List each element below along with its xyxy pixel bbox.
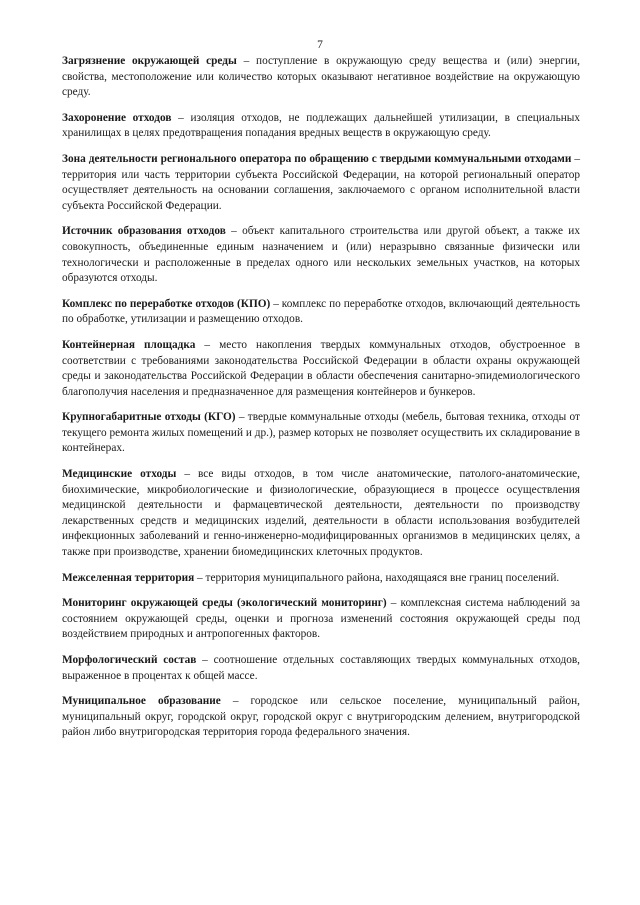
glossary-entry-waste-source <box>62 224 580 286</box>
glossary-entry-waste-burial <box>62 111 580 142</box>
entry-term: Зона деятельности регионального оператора по обращению с твердыми коммунальными отходами <box>62 152 572 165</box>
entry-term: Загрязнение окружающей среды <box>62 55 237 67</box>
entry-term: Комплекс по переработке отходов (КПО) <box>62 297 271 310</box>
entry-definition: – городское или сельское поселение, муниципальный район, муниципальный округ, городской округ, городской округ с внутригородским делением, внутригородской район либо внутригородская территория города федерального значения. <box>62 695 580 739</box>
glossary-content <box>62 54 580 751</box>
entry-term: Медицинские отходы <box>62 468 177 481</box>
glossary-entry-processing-complex <box>62 297 580 328</box>
entry-term: Мониторинг окружающей среды (экологический мониторинг) <box>62 597 387 610</box>
entry-definition: – территория или часть территории субъекта Российской Федерации, на которой региональный оператор осуществляет деятельность на основании соглашения, заключаемого с органом исполнительной власти субъекта Российской Федерации. <box>62 152 580 212</box>
entry-definition: – территория муниципального района, находящаяся вне границ поселений. <box>194 571 560 584</box>
entry-term: Межселенная территория <box>62 571 195 584</box>
entry-definition: – место накопления твердых коммунальных отходов, обустроенное в соответствии с требованиями законодательства Российской Федерации в области охраны окружающей среды и законодательства Российской Федерации в области обеспечения санитарно-эпидемиологического благополучия населения и предназначенное для размещения контейнеров и бункеров. <box>62 338 580 398</box>
glossary-entry-pollution <box>62 54 580 101</box>
glossary-entry-operator-zone <box>62 152 580 214</box>
glossary-entry-container-site <box>62 338 580 400</box>
entry-definition: – поступление в окружающую среду вещества и (или) энергии, свойства, местоположение или количество которых оказывают негативное воздействие на окружающую среду. <box>62 55 580 99</box>
glossary-entry-monitoring <box>62 596 580 643</box>
glossary-entry-bulky-waste <box>62 410 580 457</box>
entry-term: Морфологический состав <box>62 654 197 666</box>
entry-term: Источник образования отходов <box>62 225 226 238</box>
entry-definition: – комплекс по переработке отходов, включающий деятельность по обработке, утилизации и размещению отходов. <box>62 297 580 326</box>
entry-definition: – все виды отходов, в том числе анатомические, патолого-анатомические, биохимические, микробиологические и физиологические, образующиеся в процессе осуществления медицинской деятельности и фармацевтической деятельности, деятельности по производству лекарственных средств и медицинских изделий, деятельности в области использования возбудителей инфекционных заболеваний и генно-инженерно-модифицированных организмов в медицинских целях, а также при производстве, хранении биомедицинских клеточных продуктов. <box>62 468 580 559</box>
glossary-entry-morphological <box>62 653 580 684</box>
entry-definition: – твердые коммунальные отходы (мебель, бытовая техника, отходы от текущего ремонта жилых помещений и др.), размер которых не позволяет осуществить их складирование в контейнерах. <box>62 411 580 455</box>
entry-term: Крупногабаритные отходы (КГО) <box>62 411 236 424</box>
entry-definition: – комплексная система наблюдений за состоянием окружающей среды, оценки и прогноза изменений состояния окружающей среды под воздействием природных и антропогенных факторов. <box>62 597 580 641</box>
glossary-entry-medical-waste <box>62 467 580 561</box>
entry-definition: – объект капитального строительства или другой объект, а также их совокупность, объединенные единым назначением и (или) неразрывно связанные физически или технологически и расположенные в пределах одного или нескольких земельных участков, на которых образуются отходы. <box>62 225 580 285</box>
page-number: 7 <box>317 39 323 51</box>
entry-term: Захоронение отходов <box>62 111 172 124</box>
glossary-entry-municipality <box>62 694 580 741</box>
entry-definition: – соотношение отдельных составляющих твердых коммунальных отходов, выраженное в процентах к общей массе. <box>62 654 581 682</box>
entry-term: Контейнерная площадка <box>62 338 196 351</box>
glossary-entry-inter-settlement <box>62 571 580 587</box>
entry-definition: – изоляция отходов, не подлежащих дальнейшей утилизации, в специальных хранилищах в целях предотвращения попадания вредных веществ в окружающую среду. <box>62 111 581 140</box>
entry-term: Муниципальное образование <box>62 695 221 708</box>
